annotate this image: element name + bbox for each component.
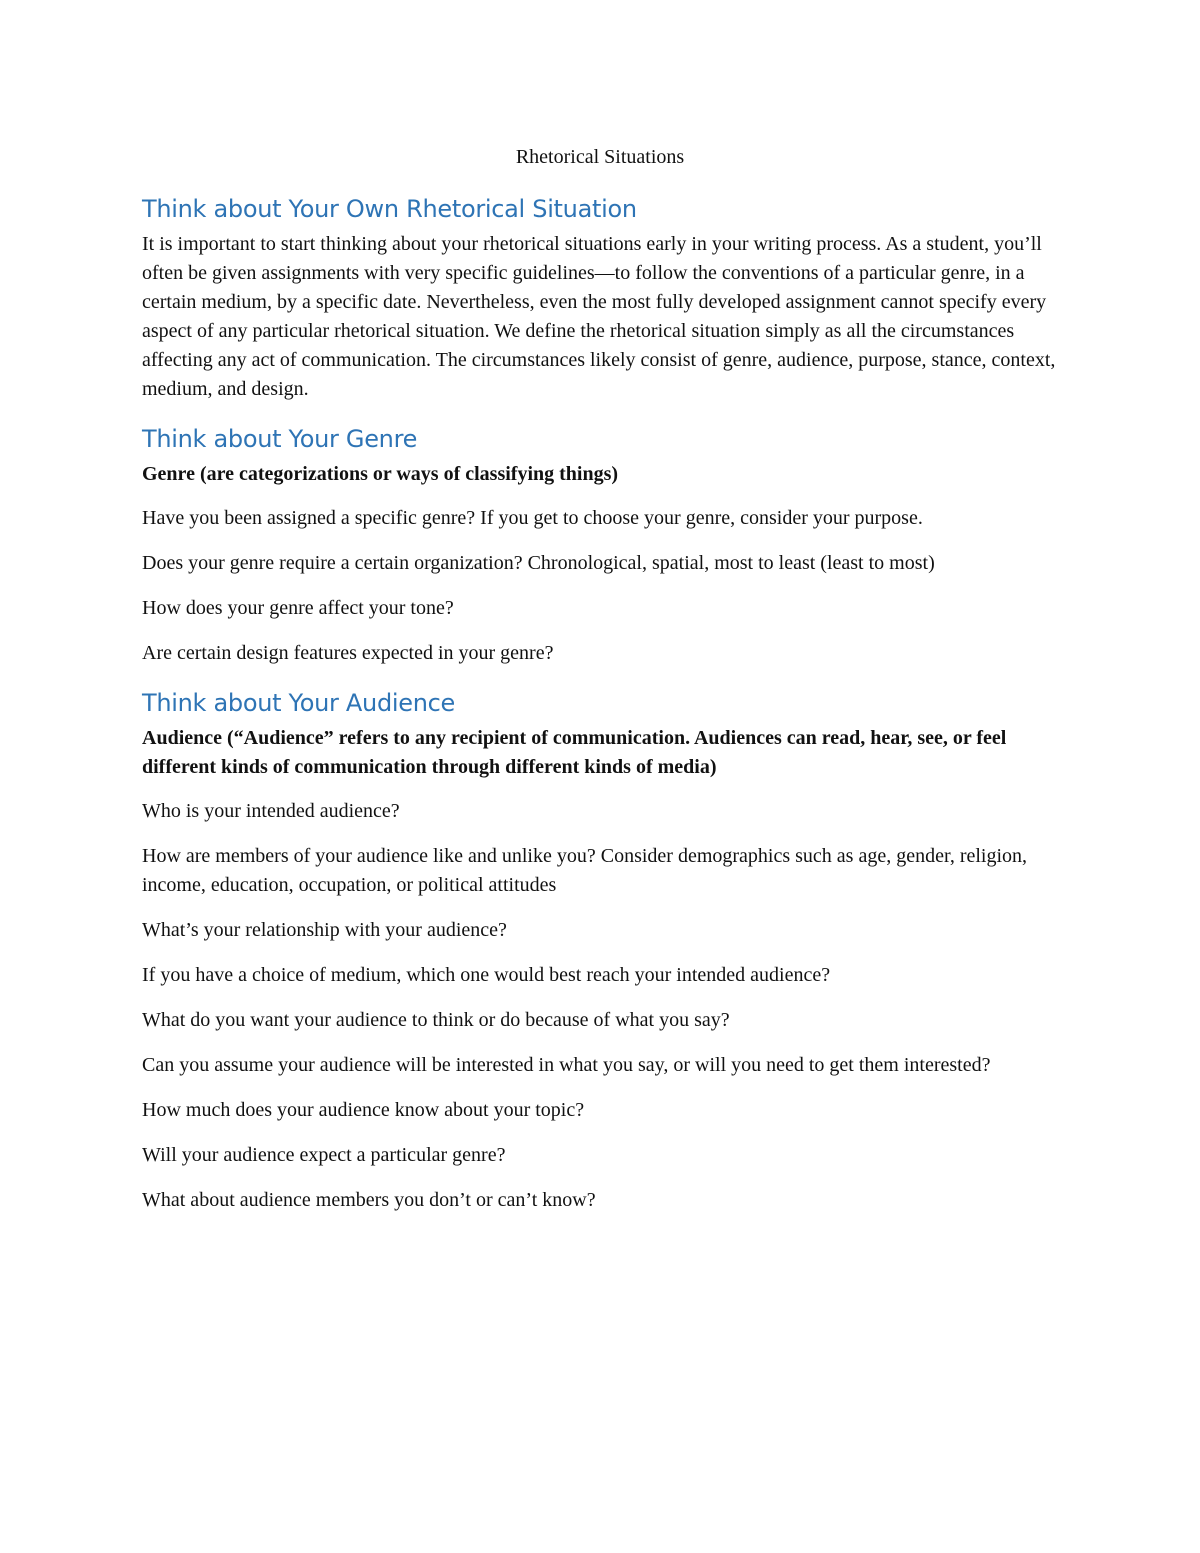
genre-question: How does your genre affect your tone? [142, 597, 454, 619]
audience-question: How much does your audience know about your topic? [142, 1099, 585, 1121]
section-heading-audience: Think about Your Audience [142, 689, 455, 717]
audience-question: What do you want your audience to think or do because of what you say? [142, 1009, 730, 1031]
document-body [142, 143, 1058, 1231]
audience-question: How are members of your audience like and unlike you? Consider demographics such as age, gender, religion, income, education, occupation, or political attitudes [142, 845, 1028, 896]
genre-question: Have you been assigned a specific genre? If you get to choose your genre, consider your purpose. [142, 507, 923, 529]
audience-question: Can you assume your audience will be interested in what you say, or will you need to get them interested? [142, 1054, 991, 1076]
document-title: Rhetorical Situations [515, 146, 685, 168]
audience-question: What about audience members you don’t or can’t know? [142, 1189, 596, 1211]
genre-question: Does your genre require a certain organization? Chronological, spatial, most to least (least to most) [142, 552, 935, 574]
section-heading-rhetorical-situation: Think about Your Own Rhetorical Situation [142, 195, 637, 223]
genre-definition: Genre (are categorizations or ways of classifying things) [142, 463, 619, 485]
audience-definition: Audience (“Audience” refers to any recipient of communication. Audiences can read, hear, see, or feel different kinds of communication through different kinds of media) [142, 727, 1007, 778]
audience-question: What’s your relationship with your audience? [142, 919, 507, 941]
section-heading-genre: Think about Your Genre [142, 425, 418, 453]
audience-question: Will your audience expect a particular genre? [142, 1144, 506, 1166]
audience-question: Who is your intended audience? [142, 800, 400, 822]
genre-question: Are certain design features expected in your genre? [142, 642, 554, 664]
audience-question: If you have a choice of medium, which one would best reach your intended audience? [142, 964, 831, 986]
intro-paragraph: It is important to start thinking about your rhetorical situations early in your writing process. As a student, you’ll often be given assignments with very specific guidelines—to follow the conventions of a particular genre, in a certain medium, by a specific date. Nevertheless, even the most fully developed assignment cannot specify every aspect of any particular rhetorical situation. We define the rhetorical situation simply as all the circumstances affecting any act of communication. The circumstances likely consist of genre, audience, purpose, stance, context, medium, and design. [142, 233, 1056, 400]
